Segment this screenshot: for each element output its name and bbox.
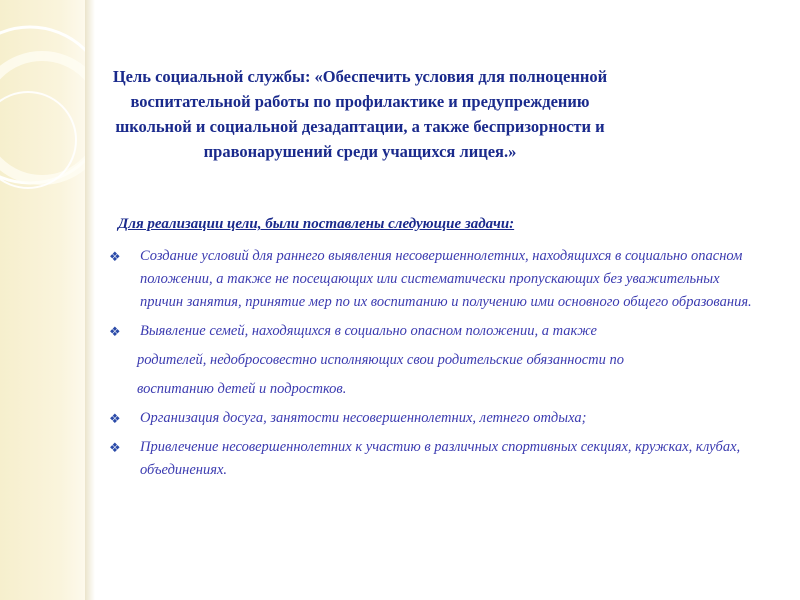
task-text: Создание условий для раннего выявления несовершеннолетних, находящихся в социально опасном положении, а также не посещающих или систематически пропускающих без уважительных причин занятия, принятие мер по их воспитанию и получению ими основного общего образования.	[140, 248, 752, 310]
task-list	[105, 245, 755, 482]
task-text: воспитанию детей и подростков.	[137, 381, 347, 397]
four-point-star-bullet-icon: ❖	[109, 250, 121, 265]
task-text: Выявление семей, находящихся в социально опасном положении, а также	[140, 323, 597, 339]
task-text: родителей, недобросовестно исполняющих свои родительские обязанности по	[137, 352, 625, 368]
task-item	[105, 407, 755, 430]
slide-title	[50, 64, 670, 164]
title-line: Цель социальной службы: «Обеспечить условия для полноценной	[112, 67, 608, 86]
four-point-star-bullet-icon: ❖	[109, 441, 121, 456]
title-line: школьной и социальной дезадаптации, а также беспризорности и	[115, 117, 605, 136]
tasks-heading: Для реализации цели, были поставлены следующие задачи:	[118, 216, 515, 232]
task-item	[105, 245, 755, 314]
task-text: Привлечение несовершеннолетних к участию в различных спортивных секциях, кружках, клубах, объединениях.	[140, 439, 741, 478]
four-point-star-bullet-icon: ❖	[109, 412, 121, 427]
task-continuation	[105, 378, 755, 401]
title-line: воспитательной работы по профилактике и предупреждению	[130, 92, 590, 111]
task-item	[105, 320, 755, 343]
task-continuation	[105, 349, 755, 372]
task-item	[105, 436, 755, 482]
task-text: Организация досуга, занятости несовершеннолетних, летнего отдыха;	[140, 410, 587, 426]
four-point-star-bullet-icon: ❖	[109, 325, 121, 340]
title-line: правонарушений среди учащихся лицея.»	[203, 142, 517, 161]
